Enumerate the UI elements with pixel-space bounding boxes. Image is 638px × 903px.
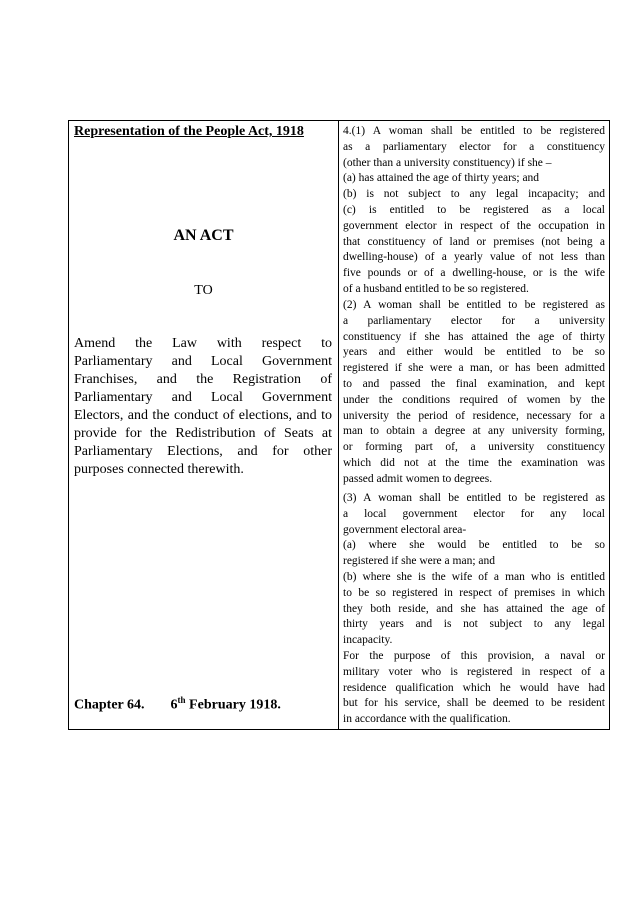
clause-line: or forming part of, a university constituency: [343, 441, 605, 454]
date-ordinal-suffix: th: [177, 695, 186, 705]
clause-line: passed admit women to degrees.: [343, 472, 493, 485]
clause-line: man to obtain a degree at any university forming,: [343, 425, 605, 438]
clause-line: in accordance with the qualification.: [343, 713, 511, 726]
chapter-date-line: [74, 695, 281, 714]
clause-line: (b) is not subject to any legal incapacity; and: [343, 188, 605, 201]
clause-line: (b) where she is the wife of a man who is entitled: [343, 570, 605, 583]
clause-line: (a) has attained the age of thirty years; and: [343, 172, 540, 185]
clause-line: university the period of residence, necessary for a: [343, 409, 605, 422]
act-purpose-text: Amend the Law with respect to Parliamentary and Local Government Franchises, and the Registration of Parliamentary and Local Government Electors, and the conduct of elections, and to provide for the Redistribution of Seats at Parliamentary Elections, and for other purposes connected therewith.: [74, 336, 332, 477]
right-column: [339, 121, 610, 729]
clause-line: years and either would be entitled to be so: [343, 346, 605, 359]
date-month-year: February 1918.: [189, 697, 281, 713]
an-act-heading: AN ACT: [173, 227, 234, 244]
clause-line: (other than a university constituency) if she –: [343, 156, 552, 169]
clause-line: a parliamentary elector for a university: [343, 314, 605, 327]
clause-line: that constituency of land or premises (not being a: [343, 235, 605, 248]
clause-line: under the conditions required of women by the: [343, 393, 605, 406]
clause-line: of a husband entitled to be so registered.: [343, 282, 529, 295]
clause-line: to and passed the final examination, and kept: [343, 377, 605, 390]
clause-line: registered if she were a man, or has been admitted: [343, 362, 605, 375]
clause-line: government elector in respect of the occupation in: [343, 219, 605, 232]
clause-4-1: [343, 124, 605, 298]
clause-line: constituency if she has attained the age of thirty: [343, 330, 605, 343]
act-title: Representation of the People Act, 1918: [74, 124, 304, 139]
clause-line: but for his service, shall be deemed to be resident: [343, 697, 605, 710]
chapter-number: Chapter 64.: [74, 697, 145, 713]
clause-line: (a) where she would be entitled to be so: [343, 539, 605, 552]
clause-line: government electoral area-: [343, 523, 467, 536]
clause-line: as a parliamentary elector for a constituency: [343, 140, 605, 153]
clause-4-3: [343, 491, 605, 728]
clause-4-2: [343, 298, 605, 488]
clause-line: (c) is entitled to be registered as a local: [343, 203, 605, 216]
clause-line: to be so registered in respect of premises in which: [343, 586, 605, 599]
clause-line: incapacity.: [343, 634, 393, 647]
left-column: [69, 121, 338, 729]
clause-line: dwelling-house) of a yearly value of not less than: [343, 251, 605, 264]
date-day: 6: [170, 697, 178, 713]
act-document-table: [68, 120, 610, 730]
clause-line: (2) A woman shall be entitled to be registered as: [343, 299, 605, 311]
clause-line: five pounds or of a dwelling-house, or is the wife: [343, 267, 605, 280]
clause-line: which did not at the time the examination was: [343, 456, 605, 469]
clause-line: residence qualification which he would have had: [343, 681, 605, 694]
clause-line: thirty years and is not subject to any legal: [343, 618, 605, 631]
clause-line: military voter who is registered in respect of a: [343, 665, 605, 678]
clause-line: a local government elector for any local: [343, 507, 605, 520]
to-heading: TO: [194, 283, 213, 298]
clause-line: registered if she were a man; and: [343, 555, 495, 568]
clause-line: they both reside, and she has attained the age of: [343, 602, 605, 615]
clause-line: (3) A woman shall be entitled to be registered as: [343, 492, 605, 504]
clause-line: 4.(1) A woman shall be entitled to be registered: [343, 125, 605, 137]
clause-line: For the purpose of this provision, a naval or: [343, 649, 605, 662]
